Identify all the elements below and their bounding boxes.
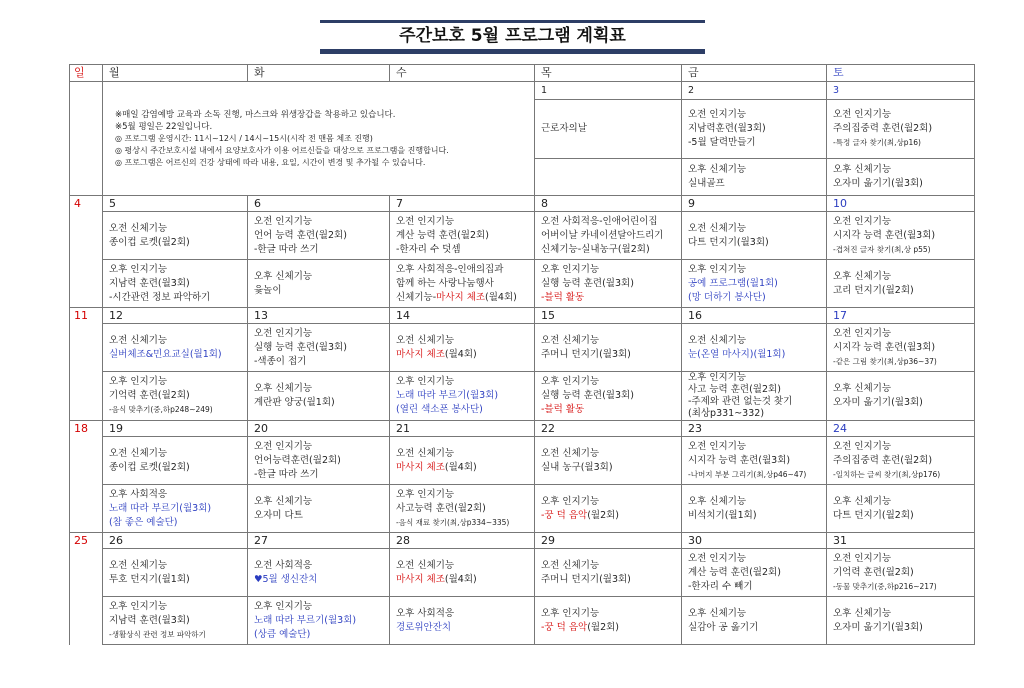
- activity-name: 사고능력 훈련(월2회): [396, 502, 486, 514]
- day-number: 13: [248, 308, 390, 324]
- activity-name: 윷놀이: [254, 284, 282, 296]
- activity-name: 오자미 다트: [254, 509, 303, 521]
- notice-line: ※매일 감염예방 교육과 소독 진행, 마스크와 위생장갑을 착용하고 있습니다.: [115, 109, 396, 120]
- day-27-am: [248, 549, 390, 597]
- activity-title: 오후 신체기능: [833, 607, 892, 619]
- activity-title: 오전 신체기능: [109, 447, 168, 459]
- highlight-text: ♥5월 생신잔치: [254, 573, 318, 585]
- day-number: 17: [827, 308, 975, 324]
- activity-title: 오후 인지기능: [688, 263, 747, 275]
- highlight-text: 실버체조&민요교실(월1회): [109, 348, 222, 360]
- notice-line: ◎ 프로그램은 어르신의 건강 상태에 따라 내용, 요일, 시간이 변경 및 추가될 수 있습니다.: [115, 157, 426, 167]
- day-26-am: [103, 549, 248, 597]
- title-rule-bottom: [320, 49, 705, 54]
- day-number: 21: [390, 421, 535, 437]
- day-19-pm: [103, 485, 248, 533]
- day-23-am: [682, 437, 827, 485]
- activity-title: 오전 인지기능: [833, 440, 892, 452]
- day-24-am: [827, 437, 975, 485]
- activity-name: 함께 하는 사랑나눔행사: [396, 277, 494, 289]
- notice-line: ◎ 프로그램 운영시간: 11시~12시 / 14시~15시(시작 전 맨몸 체조 진행): [115, 133, 373, 143]
- activity-title: 오전 인지기능: [833, 109, 892, 120]
- activity-detail: -생활상식 관련 정보 파악하기: [109, 629, 206, 639]
- activity-title: 오후 인지기능: [688, 372, 747, 383]
- activity-detail: -색종이 접기: [254, 355, 307, 367]
- activity-detail: -겹쳐진 글자 찾기(최,상 p55): [833, 244, 931, 254]
- day-14-am: [390, 324, 535, 372]
- header-mon: 월: [103, 65, 248, 82]
- activity-name: [396, 461, 534, 475]
- activity-title: 오후 사회적응: [109, 488, 168, 500]
- activity-title: 오전 인지기능: [833, 327, 892, 339]
- day-30-pm: [682, 597, 827, 645]
- day-number: 27: [248, 533, 390, 549]
- day-23-pm: [682, 485, 827, 533]
- weekday-header-row: [70, 65, 975, 82]
- activity-detail: -음식 재료 찾기(최,상p334~335): [396, 517, 510, 527]
- day-22-am: [535, 437, 682, 485]
- activity-name: 시지각 능력 훈련(월3회): [833, 229, 936, 241]
- day-27-pm: [248, 597, 390, 645]
- highlight-text: 눈(온열 마사지)(월1회): [688, 348, 786, 360]
- notice-line: ※5월 평일은 22일입니다.: [115, 121, 213, 132]
- day-number: 29: [535, 533, 682, 549]
- activity-detail: -한글 따라 쓰기: [254, 468, 319, 480]
- sunday-number: 11: [70, 308, 103, 421]
- highlight-text: 마사지 체조: [396, 573, 445, 585]
- activity-detail: -한자리 수 덧셈: [396, 243, 461, 255]
- highlight-text: 마사지 체조: [396, 348, 445, 360]
- activity-name: [541, 509, 681, 523]
- activity-title: 오후 신체기능: [688, 164, 747, 175]
- activity-name: [541, 621, 681, 635]
- day-16-am: [682, 324, 827, 372]
- activity-title: 오전 인지기능: [254, 215, 313, 227]
- day-8-pm: [535, 260, 682, 308]
- day-10-pm: [827, 260, 975, 308]
- activity-title: 오후 사회적응-인애의집과: [396, 263, 504, 275]
- day-number: 10: [827, 196, 975, 212]
- day-9-am: [682, 212, 827, 260]
- activity-title: 오후 인지기능: [396, 376, 455, 387]
- day-28-am: [390, 549, 535, 597]
- day-13-pm: [248, 372, 390, 421]
- activity-detail: 신체기능-실내농구(월2회): [541, 243, 650, 255]
- week5-pm-row: [70, 597, 975, 645]
- activity-name: 지남력훈련(월3회): [688, 123, 766, 134]
- activity-name: 어버이날 카네이션달아드리기: [541, 229, 664, 241]
- day-26-pm: [103, 597, 248, 645]
- activity-name: 기억력 훈련(월2회): [109, 390, 190, 401]
- day-6-pm: [248, 260, 390, 308]
- activity-part: (월2회): [587, 621, 619, 633]
- activity-title: 오후 신체기능: [833, 164, 892, 175]
- day-number: 1: [535, 82, 682, 100]
- day-number: 3: [827, 82, 975, 100]
- day-1-pm: [535, 159, 682, 196]
- activity-name: 실내 농구(월3회): [541, 461, 613, 473]
- activity-name: 계산 능력 훈련(월2회): [688, 566, 781, 578]
- day-12-am: [103, 324, 248, 372]
- day-21-am: [390, 437, 535, 485]
- header-sat: 토: [827, 65, 975, 82]
- activity-detail: [396, 291, 534, 305]
- activity-name: 언어 능력 훈련(월2회): [254, 229, 347, 241]
- day-29-pm: [535, 597, 682, 645]
- week4-am-row: [70, 437, 975, 485]
- activity-name: [396, 573, 534, 587]
- sunday-number: 25: [70, 533, 103, 645]
- activity-name: 고리 던지기(월2회): [833, 284, 914, 296]
- day-3-am: [827, 100, 975, 159]
- activity-title: 오전 사회적응: [254, 559, 313, 571]
- day-10-am: [827, 212, 975, 260]
- day-12-pm: [103, 372, 248, 421]
- activity-detail: -나머지 부분 그리기(최,상p46~47): [688, 469, 807, 479]
- notice-box: [103, 82, 535, 196]
- day-5-pm: [103, 260, 248, 308]
- activity-title: 오전 신체기능: [109, 559, 168, 571]
- day-number: 26: [103, 533, 248, 549]
- day-number: 15: [535, 308, 682, 324]
- activity-name: 비석치기(월1회): [688, 509, 757, 521]
- activity-part: (월4회): [485, 291, 517, 303]
- schedule-table: [69, 64, 975, 645]
- day-number: 14: [390, 308, 535, 324]
- activity-detail: -주제와 관련 없는것 찾기: [688, 396, 793, 407]
- activity-detail: -같은 그림 찾기(최,상p36~37): [833, 356, 937, 366]
- day-6-am: [248, 212, 390, 260]
- highlight-text: 노래 따라 부르기(월3회): [396, 390, 499, 401]
- day-number: 23: [682, 421, 827, 437]
- activity-title: 오후 인지기능: [109, 376, 168, 387]
- highlight-text: 마사지 체조: [436, 291, 486, 303]
- day-number: 31: [827, 533, 975, 549]
- activity-name: 계란판 양궁(월1회): [254, 397, 335, 408]
- day-14-pm: [390, 372, 535, 421]
- activity-title: 오전 신체기능: [109, 222, 168, 234]
- day-number: 24: [827, 421, 975, 437]
- activity-title: 오후 신체기능: [833, 270, 892, 282]
- title-block: [320, 20, 705, 54]
- activity-title: 오전 인지기능: [688, 109, 747, 120]
- day-number: 28: [390, 533, 535, 549]
- activity-name: 실감아 공 옮기기: [688, 621, 759, 633]
- activity-name: 시지각 능력 훈련(월3회): [833, 341, 936, 353]
- activity-title: 오전 신체기능: [396, 447, 455, 459]
- activity-part: 신체기능-: [396, 291, 437, 303]
- day-24-pm: [827, 485, 975, 533]
- activity-name: 다트 던지기(월3회): [688, 236, 769, 248]
- week5-am-row: [70, 549, 975, 597]
- activity-title: 오후 인지기능: [541, 376, 600, 387]
- activity-title: 오전 인지기능: [833, 552, 892, 564]
- header-thu: 목: [535, 65, 682, 82]
- highlight-text: 공예 프로그램(월1회): [688, 277, 778, 289]
- day-number: 8: [535, 196, 682, 212]
- day-28-pm: [390, 597, 535, 645]
- header-fri: 금: [682, 65, 827, 82]
- day-number: 7: [390, 196, 535, 212]
- activity-name: 주의집중력 훈련(월2회): [833, 123, 933, 134]
- activity-title: 오전 신체기능: [109, 334, 168, 346]
- day-number: 9: [682, 196, 827, 212]
- day-31-am: [827, 549, 975, 597]
- activity-name: 실행 능력 훈련(월3회): [254, 341, 347, 353]
- day-15-am: [535, 324, 682, 372]
- activity-title: 오후 인지기능: [396, 488, 455, 500]
- week3-number-row: [70, 308, 975, 324]
- day-number: 12: [103, 308, 248, 324]
- day-19-am: [103, 437, 248, 485]
- day-number: 5: [103, 196, 248, 212]
- day-9-pm: [682, 260, 827, 308]
- day-31-pm: [827, 597, 975, 645]
- activity-name: 주머니 던지기(월3회): [541, 573, 631, 585]
- header-sun: 일: [70, 65, 103, 82]
- activity-name: 오자미 옮기기(월3회): [833, 178, 923, 189]
- week3-pm-row: [70, 372, 975, 421]
- day-number: 2: [682, 82, 827, 100]
- day-7-am: [390, 212, 535, 260]
- activity-name: 지남력 훈련(월3회): [109, 614, 190, 626]
- day-number: 20: [248, 421, 390, 437]
- day-20-am: [248, 437, 390, 485]
- day-29-am: [535, 549, 682, 597]
- activity-name: 사고 능력 훈련(월2회): [688, 384, 781, 395]
- activity-detail: -5월 달력만들기: [688, 137, 756, 148]
- activity-title: 오후 인지기능: [109, 600, 168, 612]
- highlight-text: -블럭 활동: [541, 404, 585, 415]
- week1-sun-cell: [70, 82, 103, 196]
- activity-title: 오전 사회적응-인애어린이집: [541, 215, 658, 227]
- holiday-label: 근로자의날: [541, 123, 587, 134]
- sunday-number: 4: [70, 196, 103, 308]
- activity-detail: -특정 글자 찾기(최,상p16): [833, 138, 921, 147]
- week3-am-row: [70, 324, 975, 372]
- activity-part: (월2회): [587, 509, 619, 521]
- activity-name: 실내골프: [688, 178, 725, 189]
- day-number: 6: [248, 196, 390, 212]
- activity-name: 실행 능력 훈련(월3회): [541, 277, 634, 289]
- day-21-pm: [390, 485, 535, 533]
- activity-name: 계산 능력 훈련(월2회): [396, 229, 489, 241]
- day-15-pm: [535, 372, 682, 421]
- activity-name: 주의집중력 훈련(월2회): [833, 454, 933, 466]
- activity-title: 오후 신체기능: [833, 383, 892, 394]
- header-wed: 수: [390, 65, 535, 82]
- highlight-text: -블럭 활동: [541, 291, 585, 303]
- highlight-text: -꿍 덕 음악: [541, 621, 588, 633]
- activity-title: 오전 인지기능: [254, 440, 313, 452]
- activity-title: 오후 사회적응: [396, 607, 455, 619]
- activity-name: 지남력 훈련(월3회): [109, 277, 190, 289]
- activity-name: 오자미 옮기기(월3회): [833, 397, 923, 408]
- activity-part: (월4회): [444, 573, 477, 585]
- day-5-am: [103, 212, 248, 260]
- week5-number-row: [70, 533, 975, 549]
- day-number: 22: [535, 421, 682, 437]
- activity-name: 종이컵 로켓(월2회): [109, 236, 190, 248]
- activity-part: (월4회): [444, 461, 477, 473]
- activity-detail: -시간관련 정보 파악하기: [109, 291, 211, 303]
- activity-name: 시지각 능력 훈련(월3회): [688, 454, 791, 466]
- activity-title: 오후 인지기능: [254, 600, 313, 612]
- activity-detail: -한자리 수 빼기: [688, 580, 753, 592]
- day-1-am: [535, 100, 682, 159]
- day-3-pm: [827, 159, 975, 196]
- activity-title: 오전 인지기능: [688, 552, 747, 564]
- day-2-pm: [682, 159, 827, 196]
- activity-title: 오전 인지기능: [254, 327, 313, 339]
- activity-title: 오전 신체기능: [688, 334, 747, 346]
- activity-title: 오후 신체기능: [254, 383, 313, 394]
- day-17-am: [827, 324, 975, 372]
- week4-number-row: [70, 421, 975, 437]
- week2-number-row: [70, 196, 975, 212]
- highlight-text: 노래 따라 부르기(월3회): [254, 614, 357, 626]
- page-title: 주간보호 5월 프로그램 계획표: [399, 26, 626, 46]
- notice-line: ◎ 평상시 주간보호시설 내에서 요양보호사가 이용 어르신들을 대상으로 프로그램을 진행합니다.: [115, 145, 449, 155]
- activity-title: 오전 인지기능: [688, 440, 747, 452]
- week2-pm-row: [70, 260, 975, 308]
- activity-title: 오후 신체기능: [688, 495, 747, 507]
- activity-title: 오후 인지기능: [541, 607, 600, 619]
- activity-part: (월4회): [444, 348, 477, 360]
- day-17-pm: [827, 372, 975, 421]
- day-13-am: [248, 324, 390, 372]
- highlight-text: (열린 색소폰 봉사단): [396, 404, 483, 415]
- highlight-text: (상큼 예술단): [254, 628, 311, 640]
- highlight-text: 경로위안잔치: [396, 621, 452, 633]
- highlight-text: (참 좋은 예술단): [109, 516, 178, 528]
- activity-detail: -한글 따라 쓰기: [254, 243, 319, 255]
- day-20-pm: [248, 485, 390, 533]
- activity-title: 오후 신체기능: [254, 270, 313, 282]
- week4-pm-row: [70, 485, 975, 533]
- day-number: 16: [682, 308, 827, 324]
- day-number: 30: [682, 533, 827, 549]
- activity-name: 언어능력훈련(월2회): [254, 454, 341, 466]
- header-tue: 화: [248, 65, 390, 82]
- activity-title: 오후 인지기능: [541, 263, 600, 275]
- activity-title: 오전 신체기능: [396, 334, 455, 346]
- day-30-am: [682, 549, 827, 597]
- week1-number-row: [70, 82, 975, 100]
- activity-title: 오전 신체기능: [688, 222, 747, 234]
- activity-title: 오후 신체기능: [254, 495, 313, 507]
- activity-title: 오전 신체기능: [541, 334, 600, 346]
- day-8-am: [535, 212, 682, 260]
- highlight-text: (망 더하기 봉사단): [688, 291, 766, 303]
- highlight-text: 노래 따라 부르기(월3회): [109, 502, 212, 514]
- activity-name: 실행 능력 훈련(월3회): [541, 390, 634, 401]
- activity-title: 오전 신체기능: [541, 559, 600, 571]
- activity-title: 오전 인지기능: [396, 215, 455, 227]
- activity-detail: (최상p331~332): [688, 408, 765, 419]
- activity-title: 오전 인지기능: [833, 215, 892, 227]
- activity-name: 기억력 훈련(월2회): [833, 566, 914, 578]
- day-22-pm: [535, 485, 682, 533]
- activity-name: 종이컵 로켓(월2회): [109, 461, 190, 473]
- day-2-am: [682, 100, 827, 159]
- activity-title: 오후 인지기능: [541, 495, 600, 507]
- highlight-text: 마사지 체조: [396, 461, 445, 473]
- day-number: 19: [103, 421, 248, 437]
- activity-title: 오후 신체기능: [688, 607, 747, 619]
- activity-name: 주머니 던지기(월3회): [541, 348, 631, 360]
- activity-name: 오자미 옮기기(월3회): [833, 621, 923, 633]
- activity-name: 다트 던지기(월2회): [833, 509, 914, 521]
- sunday-number: 18: [70, 421, 103, 533]
- activity-detail: -음식 맞추기(중,하p248~249): [109, 405, 213, 414]
- day-7-pm: [390, 260, 535, 308]
- activity-name: 투호 던지기(월1회): [109, 573, 190, 585]
- day-16-pm: [682, 372, 827, 421]
- activity-title: 오후 인지기능: [109, 263, 168, 275]
- activity-detail: -동물 맞추기(중,하p216~217): [833, 581, 937, 591]
- activity-detail: -일치하는 글씨 찾기(최,상p176): [833, 469, 941, 479]
- highlight-text: -꿍 덕 음악: [541, 509, 588, 521]
- activity-title: 오후 신체기능: [833, 495, 892, 507]
- week2-am-row: [70, 212, 975, 260]
- activity-title: 오전 신체기능: [396, 559, 455, 571]
- activity-name: [396, 348, 534, 362]
- activity-title: 오전 신체기능: [541, 447, 600, 459]
